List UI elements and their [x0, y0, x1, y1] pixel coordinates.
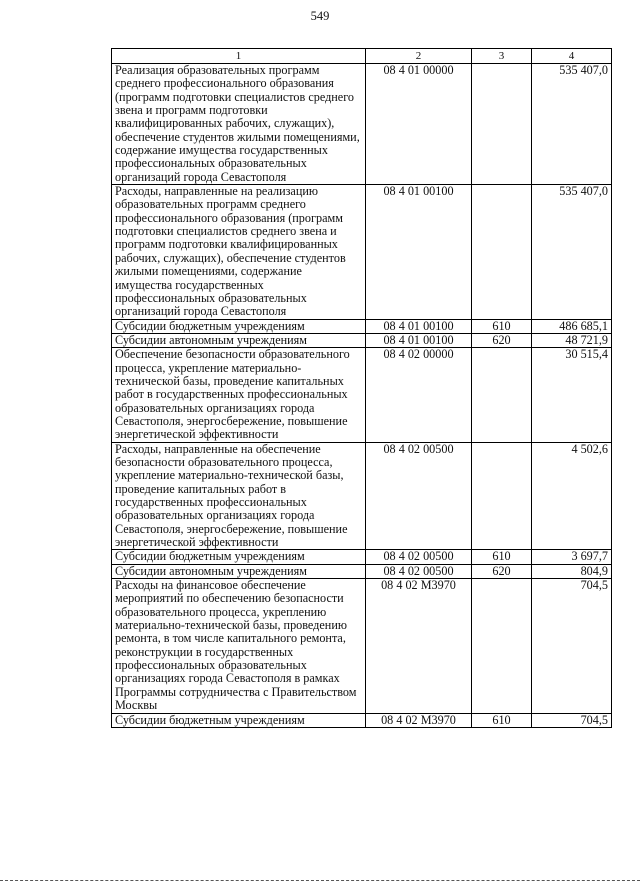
row-amount: 535 407,0	[532, 185, 612, 319]
row-amount: 3 697,7	[532, 550, 612, 564]
row-type: 610	[472, 713, 532, 727]
row-name: Обеспечение безопасности образовательного процесса, укрепление материально-технической базы, проведение капитальных работ в государственных профессиональных образовательных организациях города Севастополя, энергосбережение, повышение энергетической эффективности	[112, 348, 366, 442]
table-row	[112, 550, 612, 564]
table-header-row	[112, 49, 612, 64]
column-header-type: 3	[472, 49, 532, 64]
row-code: 08 4 02 М3970	[366, 713, 472, 727]
row-amount: 4 502,6	[532, 442, 612, 550]
row-amount: 804,9	[532, 564, 612, 578]
column-header-name: 1	[112, 49, 366, 64]
row-name: Субсидии бюджетным учреждениям	[112, 550, 366, 564]
row-code: 08 4 02 00500	[366, 550, 472, 564]
row-name: Расходы, направленные на обеспечение безопасности образовательного процесса, укрепление материально-технической базы, проведение капитальных работ в государственных профессиональных образовательных организациях города Севастополя, энергосбережение, повышение энергетической эффективности	[112, 442, 366, 550]
table-row	[112, 319, 612, 333]
row-amount: 535 407,0	[532, 64, 612, 185]
row-name: Субсидии бюджетным учреждениям	[112, 713, 366, 727]
column-header-amount: 4	[532, 49, 612, 64]
row-type	[472, 348, 532, 442]
row-type	[472, 442, 532, 550]
column-header-code: 2	[366, 49, 472, 64]
row-amount: 704,5	[532, 713, 612, 727]
row-code: 08 4 02 00000	[366, 348, 472, 442]
row-type: 620	[472, 564, 532, 578]
row-type: 610	[472, 550, 532, 564]
table-row	[112, 185, 612, 319]
table-row	[112, 564, 612, 578]
table-row	[112, 713, 612, 727]
row-amount: 30 515,4	[532, 348, 612, 442]
row-type	[472, 64, 532, 185]
row-type	[472, 185, 532, 319]
row-amount: 704,5	[532, 579, 612, 713]
row-name: Расходы на финансовое обеспечение мероприятий по обеспечению безопасности образовательного процесса, укреплению материально-технической базы, проведению ремонта, в том числе капитального ремонта, реконструкции в государственных профессиональных образовательных организациях города Севастополя в рамках Программы сотрудничества с Правительством Москвы	[112, 579, 366, 713]
row-code: 08 4 02 00500	[366, 442, 472, 550]
row-amount: 48 721,9	[532, 333, 612, 347]
table-row	[112, 64, 612, 185]
row-code: 08 4 01 00100	[366, 185, 472, 319]
table-row	[112, 348, 612, 442]
row-code: 08 4 02 М3970	[366, 579, 472, 713]
row-type: 620	[472, 333, 532, 347]
table-row	[112, 333, 612, 347]
row-name: Субсидии бюджетным учреждениям	[112, 319, 366, 333]
row-name: Реализация образовательных программ среднего профессионального образования (программ подготовки специалистов среднего звена и программ подготовки квалифицированных рабочих, служащих), обеспечение студентов жилыми помещениями, содержание имущества государственных профессиональных образовательных организаций города Севастополя	[112, 64, 366, 185]
row-code: 08 4 01 00100	[366, 333, 472, 347]
row-code: 08 4 01 00000	[366, 64, 472, 185]
table-row	[112, 442, 612, 550]
row-name: Расходы, направленные на реализацию образовательных программ среднего профессионального образования (программ подготовки специалистов среднего звена и программ подготовки квалифицированных рабочих, служащих), обеспечение студентов жилыми помещениями, содержание имущества государственных профессиональных образовательных организаций города Севастополя	[112, 185, 366, 319]
row-type: 610	[472, 319, 532, 333]
row-type	[472, 579, 532, 713]
page-number: 549	[310, 9, 330, 23]
row-code: 08 4 01 00100	[366, 319, 472, 333]
page-bottom-edge	[0, 880, 640, 881]
row-amount: 486 685,1	[532, 319, 612, 333]
table-row	[112, 579, 612, 713]
row-name: Субсидии автономным учреждениям	[112, 333, 366, 347]
budget-table	[111, 48, 612, 728]
row-code: 08 4 02 00500	[366, 564, 472, 578]
row-name: Субсидии автономным учреждениям	[112, 564, 366, 578]
